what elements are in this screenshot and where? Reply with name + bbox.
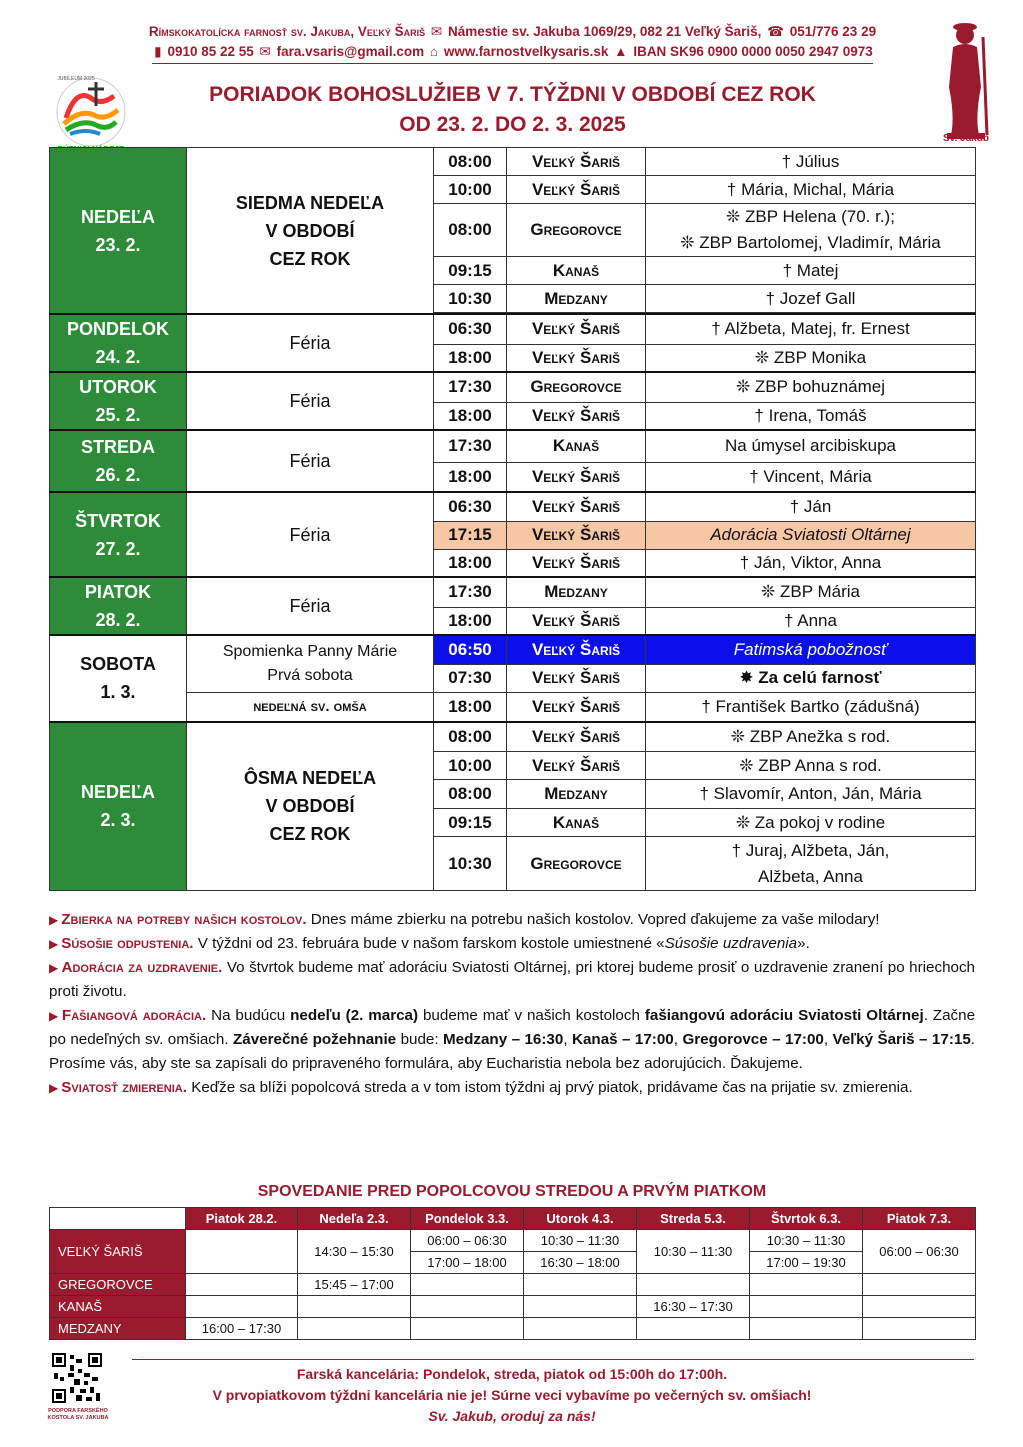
mass-time: 18:00 [434,402,507,430]
table-row [50,722,976,752]
announcement-confession: ▶ Sviatosť zmierenia. Keďže sa blíži popolcová streda a v tom istom týždni aj prvý piatok, pridávame čas na prijatie sv. zmierenia. [49,1079,913,1096]
table-row [50,372,976,402]
parish-phone: 051/776 23 29 [789,24,877,39]
email-icon: ✉ [259,44,271,59]
mass-intention: † Ján [646,492,976,521]
feast-cell: Féria [187,492,434,577]
mass-intention: † Alžbeta, Matej, fr. Ernest [646,314,976,344]
day-cell-saturday: SOBOTA 1. 3. [50,635,187,722]
qr-code-icon[interactable] [52,1353,102,1403]
feast-cell: ÔSMA NEDEĽA V OBDOBÍ CEZ ROK [187,722,434,891]
web-icon: ⌂ [429,44,439,59]
header-line-1 [90,22,935,42]
col-header: Piatok 28.2. [186,1208,298,1230]
footer-divider [132,1359,974,1360]
table-row-gregorovce: GREGOROVCE 15:45 – 17:00 [50,1274,976,1296]
mass-place: Veľký Šariš [507,402,646,430]
mass-place: Veľký Šariš [507,492,646,521]
parish-name: Rímskokatolícka farnosť sv. Jakuba, Veľký Šariš [148,24,426,39]
mass-intention: Adorácia Sviatosti Oltárnej [646,521,976,549]
table-row-fatima [50,635,976,664]
parish-header [90,22,935,64]
mass-place: Veľký Šariš [507,752,646,780]
feast-cell: Féria [187,577,434,635]
mass-intention: ❊ Za pokoj v rodine [646,809,976,837]
place-header: KANAŠ [50,1296,186,1318]
table-row [50,692,976,722]
mass-schedule-table [49,147,976,891]
mass-time: 10:30 [434,837,507,891]
header-line-2 [152,42,873,64]
prayer-line: Sv. Jakub, oroduj za nás! [428,1408,596,1424]
mass-place: Veľký Šariš [507,148,646,176]
mass-place: Kanaš [507,257,646,285]
table-row-medzany: MEDZANY 16:00 – 17:30 [50,1318,976,1340]
mass-place: Veľký Šariš [507,549,646,577]
mass-place: Medzany [507,577,646,607]
mass-place: Veľký Šariš [507,607,646,635]
mass-intention: Fatimská pobožnosť [646,635,976,664]
feast-cell: Féria [187,372,434,430]
mass-time: 18:00 [434,607,507,635]
feast-cell: Féria [187,430,434,492]
col-header: Piatok 7.3. [863,1208,976,1230]
mass-time: 06:30 [434,314,507,344]
logo-left-year: JUBILEUM 2025 [57,76,95,82]
mass-intention: † František Bartko (zádušná) [646,692,976,722]
table-row [50,492,976,521]
mass-intention: ❊ ZBP Mária [646,577,976,607]
mass-time: 08:00 [434,780,507,809]
title-line-2: OD 23. 2. DO 2. 3. 2025 [399,113,626,136]
col-header: Pondelok 3.3. [411,1208,524,1230]
mass-time: 17:30 [434,372,507,402]
mass-intention: ❊ ZBP bohuznámej [646,372,976,402]
mail-icon: ✉ [430,24,443,39]
triangle-bullet-icon: ▶ [49,1009,59,1023]
table-row [50,577,976,607]
col-header: Štvrtok 6.3. [750,1208,863,1230]
mass-intention: † Juraj, Alžbeta, Ján, Alžbeta, Anna [646,837,976,891]
mass-place: Veľký Šariš [507,521,646,549]
office-hours: Farská kancelária: Pondelok, streda, piatok od 15:00h do 17:00h. [296,1366,728,1382]
mass-place: Veľký Šariš [507,314,646,344]
triangle-bullet-icon: ▶ [49,1081,59,1095]
day-cell-wednesday: STREDA 26. 2. [50,430,187,492]
mass-time: 18:00 [434,462,507,492]
mass-place: Veľký Šariš [507,692,646,722]
parish-address: Námestie sv. Jakuba 1069/29, 082 21 Veľký Šariš, [447,24,762,39]
mass-place: Gregorovce [507,837,646,891]
office-note: V prvopiatkovom týždni kancelária nie je! Súrne veci vybavíme po večerných sv. omšiach! [212,1387,812,1403]
mass-time: 17:30 [434,430,507,462]
mass-intention: † Irena, Tomáš [646,402,976,430]
page-title [140,80,885,140]
day-cell-monday: PONDELOK 24. 2. [50,314,187,372]
mass-intention: Na úmysel arcibiskupa [646,430,976,462]
mass-intention: ❊ ZBP Anežka s rod. [646,722,976,752]
place-header: GREGOROVCE [50,1274,186,1296]
parish-email[interactable]: fara.vsaris@gmail.com [276,44,425,59]
mass-place: Medzany [507,780,646,809]
mass-place: Veľký Šariš [507,344,646,372]
col-header: Nedeľa 2.3. [298,1208,411,1230]
announcements [49,908,975,1100]
mobile-icon: ▮ [154,44,162,59]
confession-title: SPOVEDANIE PRED POPOLCOVOU STREDOU A PRVÝM PIATKOM [257,1183,767,1200]
place-header: MEDZANY [50,1318,186,1340]
mass-time: 06:30 [434,492,507,521]
feast-cell: SIEDMA NEDEĽA V OBDOBÍ CEZ ROK [187,148,434,315]
st-james-statue-icon [935,12,997,147]
mass-time: 17:15 [434,521,507,549]
mass-time: 17:30 [434,577,507,607]
title-line-1: PORIADOK BOHOSLUŽIEB V 7. TÝŽDNI V OBDOBÍ CEZ ROK [209,83,816,106]
day-cell-thursday: ŠTVRTOK 27. 2. [50,492,187,577]
day-cell-tuesday: UTOROK 25. 2. [50,372,187,430]
feast-cell-sunday-mass: nedeľná sv. omša [187,692,434,722]
day-date: 23. 2. [95,234,141,255]
day-cell-sunday-2: NEDEĽA 2. 3. [50,722,187,891]
parish-mobile: 0910 85 22 55 [167,44,254,59]
mass-time: 10:30 [434,285,507,313]
mass-place: Veľký Šariš [507,462,646,492]
qr-label: PODPORA FARSKÉHO KOSTOLA SV. JAKUBA [47,1408,109,1421]
mass-intention: † Vincent, Mária [646,462,976,492]
mass-place: Kanaš [507,430,646,462]
table-row: 17:00 – 18:00 16:30 – 18:00 17:00 – 19:30 [50,1252,976,1274]
feast-cell: Féria [187,314,434,372]
mass-intention: † Slavomír, Anton, Ján, Mária [646,780,976,809]
day-cell-friday: PIATOK 28. 2. [50,577,187,635]
footer [132,1364,892,1427]
logo-right-label: Sv. Jakub [943,133,989,144]
mass-intention: ✸ Za celú farnosť [646,664,976,692]
mass-time: 10:00 [434,752,507,780]
mass-intention: ❊ ZBP Monika [646,344,976,372]
table-row-velky-saris: VEĽKÝ ŠARIŠ 14:30 – 15:30 06:00 – 06:30 10:30 – 11:30 10:30 – 11:30 10:30 – 11:30 06:00 – 06:30 [50,1230,976,1252]
mass-place: Veľký Šariš [507,176,646,204]
confession-table [49,1207,976,1340]
mass-intention: † Mária, Michal, Mária [646,176,976,204]
mass-time: 06:50 [434,635,507,664]
triangle-bullet-icon: ▶ [49,937,59,951]
announcement-statue: ▶ Súsošie odpustenia. V týždni od 23. februára bude v našom farskom kostole umiestnené «Súsošie uzdravenia». [49,935,810,952]
mass-place: Veľký Šariš [507,664,646,692]
col-header: Streda 5.3. [637,1208,750,1230]
table-row [50,430,976,462]
mass-time: 18:00 [434,692,507,722]
mass-place: Gregorovce [507,204,646,257]
mass-intention: † Jozef Gall [646,285,976,313]
mass-intention: ❊ ZBP Anna s rod. [646,752,976,780]
jubilee-logo-icon [46,68,136,158]
mass-time: 09:15 [434,809,507,837]
triangle-bullet-icon: ▶ [49,913,59,927]
announcement-adoration-healing: ▶ Adorácia za uzdravenie. Vo štvrtok budeme mať adoráciu Sviatosti Oltárnej, pri ktorej budeme prosiť o uzdravenie zranení po hriechoch proti životu. [49,959,976,1000]
table-row-kanas: KANAŠ 16:30 – 17:30 [50,1296,976,1318]
bank-icon: ▲ [614,44,628,59]
mass-time: 09:15 [434,257,507,285]
mass-time: 07:30 [434,664,507,692]
day-cell-sunday-23 [50,148,187,315]
mass-intention: † Ján, Viktor, Anna [646,549,976,577]
table-row [50,314,976,344]
mass-time: 08:00 [434,722,507,752]
feast-cell: Spomienka Panny Márie Prvá sobota [187,635,434,692]
mass-place: Gregorovce [507,372,646,402]
mass-place: Veľký Šariš [507,722,646,752]
mass-place: Medzany [507,285,646,313]
day-name: NEDEĽA [80,206,155,227]
mass-intention: † Matej [646,257,976,285]
mass-time: 08:00 [434,204,507,257]
mass-intention: ❊ ZBP Helena (70. r.); ❊ ZBP Bartolomej, Vladimír, Mária [646,204,976,257]
parish-iban: IBAN SK96 0900 0000 0050 2947 0973 [633,44,873,59]
col-header: Utorok 4.3. [524,1208,637,1230]
mass-time: 10:00 [434,176,507,204]
mass-intention: † Július [646,148,976,176]
parish-web[interactable]: www.farnostvelkysaris.sk [443,44,609,59]
mass-place: Veľký Šariš [507,635,646,664]
mass-place: Kanaš [507,809,646,837]
mass-intention: † Anna [646,607,976,635]
mass-time: 08:00 [434,148,507,176]
announcement-carnival-adoration: ▶ Fašiangová adorácia. Na budúcu nedeľu (2. marca) budeme mať v našich kostoloch fašiangovú adoráciu Sviatosti Oltárnej. Začne po nedeľných sv. omšiach. Záverečné požehnanie bude: Medzany – 16:30, Kanaš – 17:00, Gregorovce – 17:00, Veľký Šariš – 17:15. Prosíme vás, aby ste sa zapísali do pripraveného formulára, aby Eucharistia nebola bez adorujúcich. Ďakujeme. [49,1007,976,1072]
triangle-bullet-icon: ▶ [49,961,59,975]
table-row-header [50,1208,976,1230]
announcement-collection: ▶ Zbierka na potreby našich kostolov. Dnes máme zbierku na potrebu našich kostolov. Vopred ďakujeme za vaše milodary! [49,911,880,928]
place-header: VEĽKÝ ŠARIŠ [50,1230,186,1274]
table-row [50,148,976,176]
mass-time: 18:00 [434,344,507,372]
phone-icon: ☎ [767,24,784,39]
mass-time: 18:00 [434,549,507,577]
